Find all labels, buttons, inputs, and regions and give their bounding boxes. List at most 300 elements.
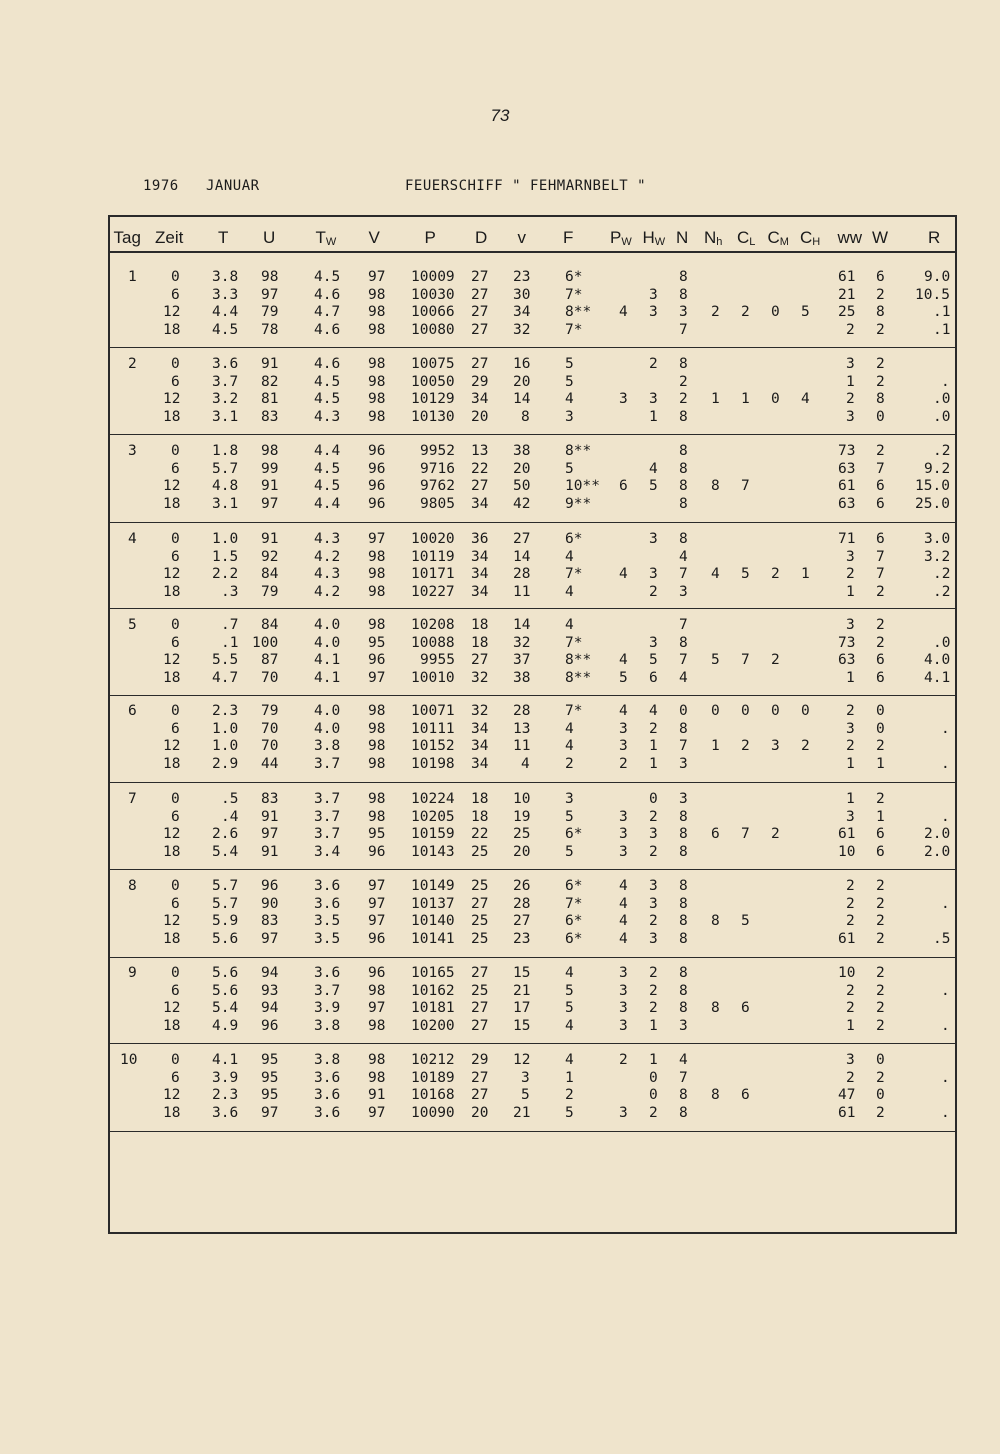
cell-p: 10159	[411, 826, 455, 843]
cell-v-speed: 23	[513, 930, 531, 947]
cell-p: 10143	[411, 843, 455, 860]
cell-t: 5.5	[212, 652, 239, 669]
cell-v-speed: 14	[513, 548, 531, 565]
cell-p: 10010	[411, 669, 455, 686]
cell-f: 5	[565, 982, 574, 999]
cell-f: 4	[565, 965, 574, 981]
cell-n: 8	[679, 408, 688, 425]
cell-w: 2	[876, 1000, 885, 1017]
cell-nh: 5	[711, 652, 720, 669]
cell-ww: 2	[846, 982, 855, 999]
cell-tw: 4.1	[314, 652, 341, 669]
cell-hw: 2	[649, 965, 658, 981]
cell-cm: 0	[771, 304, 780, 321]
header-month: JANUAR	[206, 178, 260, 194]
cell-tw: 4.5	[314, 391, 341, 408]
cell-hw: 2	[649, 1104, 658, 1121]
cell-u: 79	[261, 703, 279, 719]
cell-nh: 8	[711, 1087, 720, 1104]
cell-v-speed: 38	[513, 443, 531, 459]
cell-ww: 3	[846, 720, 855, 737]
cell-w: 6	[876, 826, 885, 843]
cell-tag: 7	[128, 791, 137, 807]
cell-w: 6	[876, 669, 885, 686]
cell-d: 32	[471, 703, 489, 719]
cell-u: 95	[261, 1069, 279, 1086]
cell-d: 27	[471, 1069, 489, 1086]
cell-tw: 4.2	[314, 548, 341, 565]
cell-p: 10149	[411, 878, 455, 894]
cell-v-speed: 12	[513, 1052, 531, 1068]
cell-ww: 1	[846, 755, 855, 772]
cell-u: 87	[261, 652, 279, 669]
cell-w: 6	[876, 843, 885, 860]
column-header-t	[218, 228, 228, 248]
cell-w: 0	[876, 703, 885, 719]
cell-pw: 4	[619, 703, 628, 719]
cell-u: 97	[261, 826, 279, 843]
cell-zeit: 0	[171, 1052, 180, 1068]
cell-pw: 3	[619, 1000, 628, 1017]
cell-v-speed: 8	[521, 408, 530, 425]
cell-tag: 3	[128, 443, 137, 459]
cell-ww: 2	[846, 738, 855, 755]
column-header-tw	[316, 228, 337, 248]
cell-zeit: 18	[163, 930, 181, 947]
cell-tw: 4.0	[314, 703, 341, 719]
cell-hw: 4	[649, 460, 658, 477]
cell-f: 4	[565, 617, 574, 633]
cell-u: 70	[261, 720, 279, 737]
cell-n: 8	[679, 965, 688, 981]
cell-f: 8**	[565, 304, 592, 321]
column-header-label: ww	[837, 228, 863, 247]
cell-n: 8	[679, 826, 688, 843]
cell-f: 7*	[565, 286, 583, 303]
cell-p: 9716	[420, 460, 455, 477]
cell-n: 8	[679, 808, 688, 825]
cell-zeit: 6	[171, 634, 180, 651]
cell-f: 4	[565, 720, 574, 737]
cell-f: 6*	[565, 531, 583, 547]
cell-hw: 3	[649, 634, 658, 651]
cell-cl: 0	[741, 703, 750, 719]
column-header-label: N	[704, 228, 717, 247]
cell-p: 10168	[411, 1087, 455, 1104]
cell-ww: 21	[838, 286, 856, 303]
cell-d: 34	[471, 738, 489, 755]
cell-tw: 4.3	[314, 531, 341, 547]
cell-u: 44	[261, 755, 279, 772]
cell-u: 100	[252, 634, 279, 651]
cell-zeit: 12	[163, 738, 181, 755]
cell-zeit: 6	[171, 460, 180, 477]
cell-d: 22	[471, 460, 489, 477]
cell-r: .0	[933, 408, 951, 425]
column-header-label: Tag	[113, 228, 141, 247]
cell-t: 3.8	[212, 269, 239, 285]
column-header-label: C	[737, 228, 750, 247]
cell-hw: 2	[649, 1000, 658, 1017]
cell-ww: 10	[838, 843, 856, 860]
cell-v-speed: 17	[513, 1000, 531, 1017]
cell-tw: 4.3	[314, 408, 341, 425]
cell-n: 3	[679, 755, 688, 772]
cell-w: 6	[876, 531, 885, 547]
cell-w: 2	[876, 878, 885, 894]
column-header-subscript: W	[654, 236, 666, 248]
day-divider	[110, 695, 955, 696]
cell-w: 2	[876, 583, 885, 600]
cell-d: 18	[471, 634, 489, 651]
cell-ww: 1	[846, 1017, 855, 1034]
cell-ww: 2	[846, 895, 855, 912]
cell-n: 8	[679, 982, 688, 999]
cell-v: 97	[368, 531, 386, 547]
header-divider	[110, 251, 955, 253]
cell-tw: 4.6	[314, 321, 341, 338]
cell-t: 4.7	[212, 669, 239, 686]
cell-ww: 73	[838, 443, 856, 459]
cell-t: 5.4	[212, 1000, 239, 1017]
cell-ww: 1	[846, 791, 855, 807]
cell-v: 96	[368, 965, 386, 981]
cell-nh: 8	[711, 478, 720, 495]
cell-v-speed: 37	[513, 652, 531, 669]
cell-p: 10198	[411, 755, 455, 772]
cell-v-speed: 15	[513, 965, 531, 981]
cell-hw: 3	[649, 930, 658, 947]
cell-zeit: 6	[171, 895, 180, 912]
cell-zeit: 6	[171, 286, 180, 303]
cell-ww: 73	[838, 634, 856, 651]
header-title: FEUERSCHIFF " FEHMARNBELT "	[405, 178, 647, 194]
cell-u: 96	[261, 878, 279, 894]
cell-n: 8	[679, 634, 688, 651]
cell-f: 2	[565, 1087, 574, 1104]
cell-d: 36	[471, 531, 489, 547]
column-header-subscript: H	[812, 236, 821, 248]
cell-zeit: 0	[171, 791, 180, 807]
cell-pw: 3	[619, 826, 628, 843]
cell-zeit: 6	[171, 548, 180, 565]
cell-zeit: 12	[163, 304, 181, 321]
day-divider	[110, 434, 955, 435]
cell-hw: 3	[649, 286, 658, 303]
cell-pw: 3	[619, 720, 628, 737]
column-header-subscript: M	[779, 236, 789, 248]
cell-f: 5	[565, 373, 574, 390]
cell-hw: 5	[649, 478, 658, 495]
cell-n: 8	[679, 895, 688, 912]
cell-t: 5.7	[212, 895, 239, 912]
cell-t: 5.6	[212, 982, 239, 999]
cell-zeit: 18	[163, 495, 181, 512]
cell-zeit: 18	[163, 669, 181, 686]
cell-ch: 0	[801, 703, 810, 719]
cell-w: 8	[876, 304, 885, 321]
cell-n: 8	[679, 356, 688, 372]
cell-n: 8	[679, 443, 688, 459]
cell-r: 25.0	[915, 495, 950, 512]
cell-cm: 0	[771, 391, 780, 408]
cell-t: .5	[221, 791, 239, 807]
cell-ww: 3	[846, 356, 855, 372]
cell-n: 7	[679, 652, 688, 669]
cell-p: 10050	[411, 373, 455, 390]
cell-t: 5.4	[212, 843, 239, 860]
cell-n: 7	[679, 738, 688, 755]
cell-hw: 3	[649, 826, 658, 843]
column-header-label: C	[767, 228, 780, 247]
cell-w: 0	[876, 408, 885, 425]
cell-u: 98	[261, 269, 279, 285]
cell-zeit: 12	[163, 566, 181, 583]
cell-d: 29	[471, 1052, 489, 1068]
cell-d: 18	[471, 808, 489, 825]
column-header-hw	[643, 228, 666, 248]
cell-w: 2	[876, 1017, 885, 1034]
cell-r: .	[941, 1104, 950, 1121]
cell-cl: 1	[741, 391, 750, 408]
cell-tag: 1	[128, 269, 137, 285]
cell-zeit: 0	[171, 965, 180, 981]
cell-n: 4	[679, 669, 688, 686]
cell-zeit: 18	[163, 1017, 181, 1034]
cell-zeit: 6	[171, 808, 180, 825]
cell-p: 10075	[411, 356, 455, 372]
cell-tw: 3.8	[314, 1052, 341, 1068]
cell-ww: 3	[846, 617, 855, 633]
cell-t: 1.8	[212, 443, 239, 459]
cell-hw: 2	[649, 808, 658, 825]
cell-w: 0	[876, 720, 885, 737]
cell-u: 70	[261, 669, 279, 686]
cell-zeit: 18	[163, 321, 181, 338]
cell-w: 2	[876, 1104, 885, 1121]
cell-cl: 6	[741, 1087, 750, 1104]
cell-r: 15.0	[915, 478, 950, 495]
cell-tw: 3.6	[314, 1087, 341, 1104]
cell-n: 2	[679, 391, 688, 408]
cell-d: 34	[471, 495, 489, 512]
cell-zeit: 18	[163, 755, 181, 772]
cell-d: 34	[471, 548, 489, 565]
cell-p: 9762	[420, 478, 455, 495]
cell-ww: 61	[838, 930, 856, 947]
cell-w: 2	[876, 373, 885, 390]
cell-v: 91	[368, 1087, 386, 1104]
cell-p: 10212	[411, 1052, 455, 1068]
cell-v-speed: 20	[513, 460, 531, 477]
cell-u: 91	[261, 531, 279, 547]
cell-v: 97	[368, 269, 386, 285]
cell-v: 95	[368, 634, 386, 651]
cell-v-speed: 23	[513, 269, 531, 285]
cell-v-speed: 28	[513, 895, 531, 912]
cell-w: 2	[876, 738, 885, 755]
cell-u: 81	[261, 391, 279, 408]
cell-t: .3	[221, 583, 239, 600]
cell-v-speed: 38	[513, 669, 531, 686]
cell-tag: 6	[128, 703, 137, 719]
cell-hw: 1	[649, 738, 658, 755]
column-header-ww	[838, 228, 863, 248]
cell-v: 98	[368, 1069, 386, 1086]
cell-pw: 2	[619, 1052, 628, 1068]
cell-v-speed: 14	[513, 617, 531, 633]
cell-v-speed: 28	[513, 703, 531, 719]
cell-u: 95	[261, 1052, 279, 1068]
cell-ww: 2	[846, 913, 855, 930]
cell-v: 98	[368, 791, 386, 807]
cell-p: 10208	[411, 617, 455, 633]
cell-u: 83	[261, 791, 279, 807]
column-header-pw	[610, 228, 632, 248]
cell-r: .2	[933, 583, 951, 600]
cell-d: 22	[471, 826, 489, 843]
cell-d: 25	[471, 878, 489, 894]
cell-d: 29	[471, 373, 489, 390]
cell-pw: 4	[619, 566, 628, 583]
cell-f: 6*	[565, 930, 583, 947]
cell-zeit: 6	[171, 373, 180, 390]
cell-r: 2.0	[924, 843, 951, 860]
cell-pw: 4	[619, 930, 628, 947]
cell-zeit: 12	[163, 826, 181, 843]
cell-d: 27	[471, 269, 489, 285]
cell-v: 98	[368, 808, 386, 825]
cell-tw: 3.8	[314, 738, 341, 755]
cell-t: 4.8	[212, 478, 239, 495]
cell-t: .4	[221, 808, 239, 825]
cell-v-speed: 28	[513, 566, 531, 583]
column-header-ch	[800, 228, 820, 248]
cell-r: 2.0	[924, 826, 951, 843]
cell-hw: 2	[649, 720, 658, 737]
cell-p: 10111	[411, 720, 455, 737]
column-header-cl	[737, 228, 755, 248]
cell-n: 0	[679, 703, 688, 719]
cell-n: 8	[679, 1087, 688, 1104]
cell-v: 98	[368, 1017, 386, 1034]
cell-p: 10119	[411, 548, 455, 565]
cell-tag: 9	[128, 965, 137, 981]
cell-hw: 2	[649, 913, 658, 930]
cell-n: 4	[679, 548, 688, 565]
cell-t: 1.0	[212, 720, 239, 737]
cell-ch: 1	[801, 566, 810, 583]
cell-tw: 3.6	[314, 1104, 341, 1121]
cell-ww: 61	[838, 826, 856, 843]
cell-p: 10140	[411, 913, 455, 930]
cell-d: 18	[471, 791, 489, 807]
cell-v-speed: 5	[521, 1087, 530, 1104]
cell-r: .1	[933, 304, 951, 321]
cell-hw: 1	[649, 408, 658, 425]
cell-n: 8	[679, 878, 688, 894]
cell-pw: 3	[619, 843, 628, 860]
cell-w: 2	[876, 965, 885, 981]
cell-nh: 8	[711, 913, 720, 930]
cell-zeit: 6	[171, 720, 180, 737]
cell-pw: 3	[619, 808, 628, 825]
cell-d: 13	[471, 443, 489, 459]
cell-f: 4	[565, 391, 574, 408]
header-year: 1976	[143, 178, 179, 194]
cell-tw: 4.1	[314, 669, 341, 686]
cell-v: 98	[368, 356, 386, 372]
cell-v: 97	[368, 895, 386, 912]
cell-d: 18	[471, 617, 489, 633]
cell-t: 3.1	[212, 408, 239, 425]
cell-tw: 3.7	[314, 826, 341, 843]
cell-d: 34	[471, 583, 489, 600]
cell-u: 92	[261, 548, 279, 565]
cell-nh: 1	[711, 391, 720, 408]
cell-p: 10227	[411, 583, 455, 600]
cell-v-speed: 3	[521, 1069, 530, 1086]
cell-t: 3.6	[212, 1104, 239, 1121]
cell-tw: 3.6	[314, 1069, 341, 1086]
cell-nh: 0	[711, 703, 720, 719]
day-divider	[110, 1131, 955, 1132]
cell-hw: 0	[649, 1069, 658, 1086]
cell-t: 4.5	[212, 321, 239, 338]
cell-tw: 4.0	[314, 617, 341, 633]
cell-w: 0	[876, 1052, 885, 1068]
cell-v-speed: 21	[513, 1104, 531, 1121]
cell-r: .	[941, 720, 950, 737]
cell-d: 27	[471, 1000, 489, 1017]
cell-u: 79	[261, 304, 279, 321]
cell-v: 97	[368, 878, 386, 894]
observation-table	[108, 215, 957, 1234]
cell-ww: 25	[838, 304, 856, 321]
cell-v-speed: 34	[513, 304, 531, 321]
cell-u: 84	[261, 566, 279, 583]
cell-tw: 3.6	[314, 895, 341, 912]
cell-tw: 4.3	[314, 566, 341, 583]
cell-v: 96	[368, 443, 386, 459]
cell-p: 10141	[411, 930, 455, 947]
cell-t: 1.0	[212, 738, 239, 755]
cell-t: 2.3	[212, 1087, 239, 1104]
cell-hw: 3	[649, 878, 658, 894]
cell-t: 2.2	[212, 566, 239, 583]
cell-w: 6	[876, 495, 885, 512]
cell-v: 98	[368, 304, 386, 321]
cell-d: 34	[471, 391, 489, 408]
day-divider	[110, 522, 955, 523]
cell-w: 2	[876, 982, 885, 999]
cell-v: 96	[368, 478, 386, 495]
cell-v-speed: 25	[513, 826, 531, 843]
cell-tag: 2	[128, 356, 137, 372]
cell-f: 5	[565, 460, 574, 477]
column-header-r	[928, 228, 940, 248]
cell-r: .1	[933, 321, 951, 338]
cell-v: 97	[368, 913, 386, 930]
cell-pw: 4	[619, 652, 628, 669]
cell-cl: 7	[741, 652, 750, 669]
cell-tag: 4	[128, 531, 137, 547]
cell-v-speed: 30	[513, 286, 531, 303]
cell-d: 27	[471, 321, 489, 338]
cell-v-speed: 11	[513, 583, 531, 600]
cell-d: 32	[471, 669, 489, 686]
cell-n: 3	[679, 304, 688, 321]
